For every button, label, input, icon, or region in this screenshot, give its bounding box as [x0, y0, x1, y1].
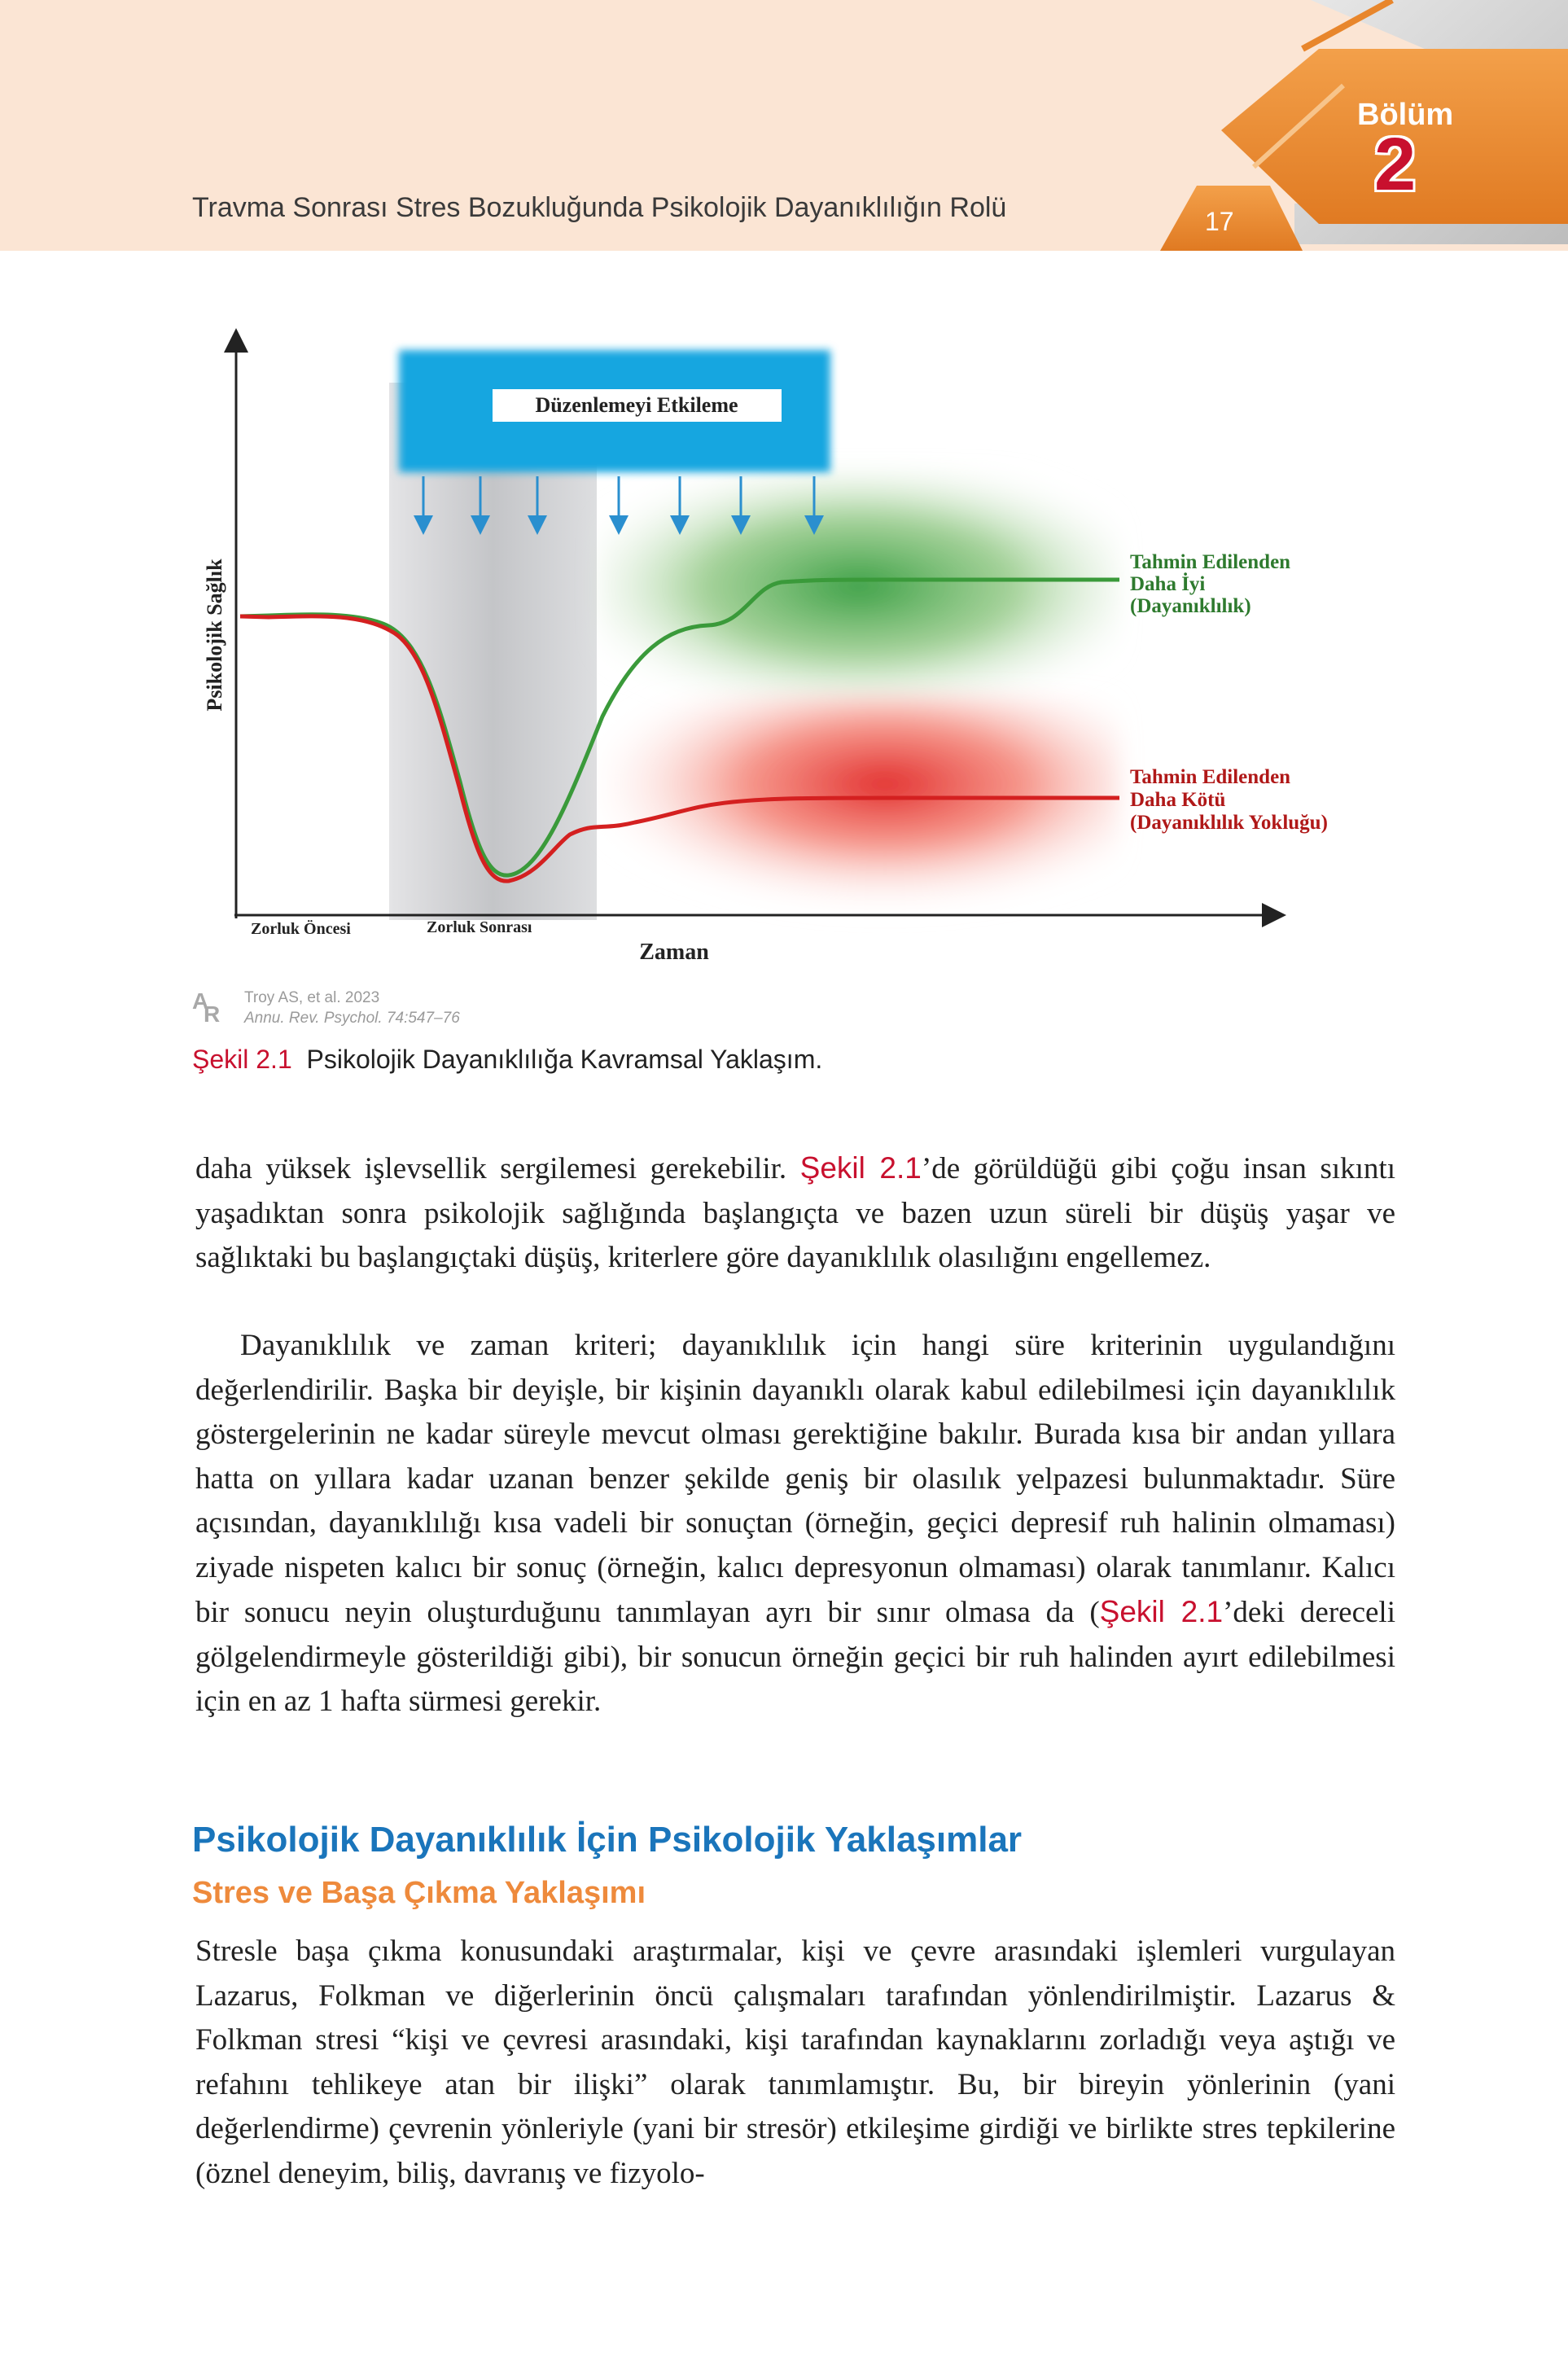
- y-axis-label: Psikolojik Sağlık: [203, 559, 226, 712]
- subsection-heading: Stres ve Başa Çıkma Yaklaşımı: [192, 1876, 646, 1910]
- worse-label-line1: Tahmin Edilenden: [1130, 766, 1291, 788]
- x-label-before: Zorluk Öncesi: [251, 920, 351, 938]
- figure-caption: [192, 1045, 822, 1075]
- banner-label: Düzenlemeyi Etkileme: [535, 393, 738, 417]
- better-zone: [598, 472, 1119, 700]
- caption-label: Şekil 2.1: [192, 1045, 292, 1074]
- figure-reference[interactable]: Şekil 2.1: [1099, 1595, 1224, 1628]
- x-label-after: Zorluk Sonrası: [427, 918, 532, 936]
- annual-reviews-logo: A R: [192, 988, 221, 1027]
- paragraph-2-text-b: ’deki dereceli gölgelendirmeyle gösterildiği gibi), bir sonucun örneğin geçici bir ruh halinden ayırt edilebilmesi için en az 1 hafta sürmesi gerekir.: [195, 1596, 1395, 1718]
- section-heading: Psikolojik Dayanıklılık İçin Psikolojik Yaklaşımlar: [192, 1820, 1023, 1860]
- chapter-label: Bölüm: [1357, 98, 1454, 132]
- paragraph-3: Stresle başa çıkma konusundaki araştırmalar, kişi ve çevre arasındaki işlemleri vurgulayan Lazarus, Folkman ve diğerlerinin öncü çalışmaları tarafından yönlendirilmiştir. Lazarus & Folkman stresi “kişi ve çevresi arasındaki, kişi tarafından kaynaklarını zorladığı veya aştığı ve refahını tehlikeye atan bir ilişki” olarak tanımlamıştır. Bu, bir bireyin yönlerinin (yani değerlendirme) çevrenin yönleriyle (yani bir stresör) etkileşime girdiği ve birlikte stres tepkilerine (öznel deneyim, biliş, davranış ve fizyolo-: [195, 1934, 1395, 2190]
- paragraph-1-text-b: ’de görüldüğü gibi çoğu insan sıkıntı yaşadıktan sonra psikolojik sağlığında başlangıçta ve bazen uzun süreli bir düşüş yaşar ve sağlıktaki bu başlangıçtaki düşüş, kriterlere göre dayanıklılık olasılığını engellemez.: [195, 1152, 1395, 1274]
- x-axis-label: Zaman: [639, 940, 709, 965]
- running-header-title: Travma Sonrası Stres Bozukluğunda Psikolojik Dayanıklılığın Rolü: [192, 192, 1007, 223]
- paragraph-1-text-a: daha yüksek işlevsellik sergilemesi gerekebilir.: [195, 1152, 800, 1185]
- paragraph-1: [195, 1146, 1395, 1281]
- page-number: 17: [1205, 207, 1234, 236]
- worse-label-line2: Daha Kötü: [1130, 789, 1226, 811]
- caption-text: Psikolojik Dayanıklılığa Kavramsal Yaklaşım.: [306, 1045, 823, 1074]
- resilience-figure: [0, 0, 1568, 993]
- credit-line-2: Annu. Rev. Psychol. 74:547–76: [244, 1010, 460, 1027]
- worse-label-line3: (Dayanıklılık Yokluğu): [1130, 812, 1328, 834]
- paragraph-2-text-a: Dayanıklılık ve zaman kriteri; dayanıklılık için hangi süre kriterinin uygulandığını değerlendirilir. Başka bir deyişle, bir kişinin dayanıklı olarak kabul edilebilmesi için dayanıklılık göstergelerinin ne kadar süreyle mevcut olması gerektiğine bakılır. Burada kısa bir andan yıllara hatta on yıllara kadar uzanan benzer şekilde geniş bir olasılık yelpazesi bulunmaktadır. Süre açısından, dayanıklılığı kısa vadeli bir sonuçtan (örneğin, geçici depresif ruh halinin olmaması) ziyade nispeten kalıcı bir sonuç (örneğin, kalıcı depresyonun olmaması) olarak tanımlanır. Kalıcı bir sonucu neyin oluşturduğunu tanımlayan ayrı bir sınır olmasa da (: [195, 1329, 1395, 1629]
- worse-zone: [598, 696, 1119, 916]
- figure-reference[interactable]: Şekil 2.1: [799, 1151, 922, 1185]
- chapter-number: 2: [1374, 123, 1417, 206]
- figure-credit: [244, 988, 460, 1028]
- better-label-line1: Tahmin Edilenden: [1130, 551, 1291, 573]
- paragraph-2: [195, 1324, 1395, 1724]
- credit-line-1: Troy AS, et al. 2023: [244, 989, 380, 1006]
- better-label-line2: Daha İyi: [1130, 573, 1206, 595]
- better-label-line3: (Dayanıklılık): [1130, 595, 1251, 617]
